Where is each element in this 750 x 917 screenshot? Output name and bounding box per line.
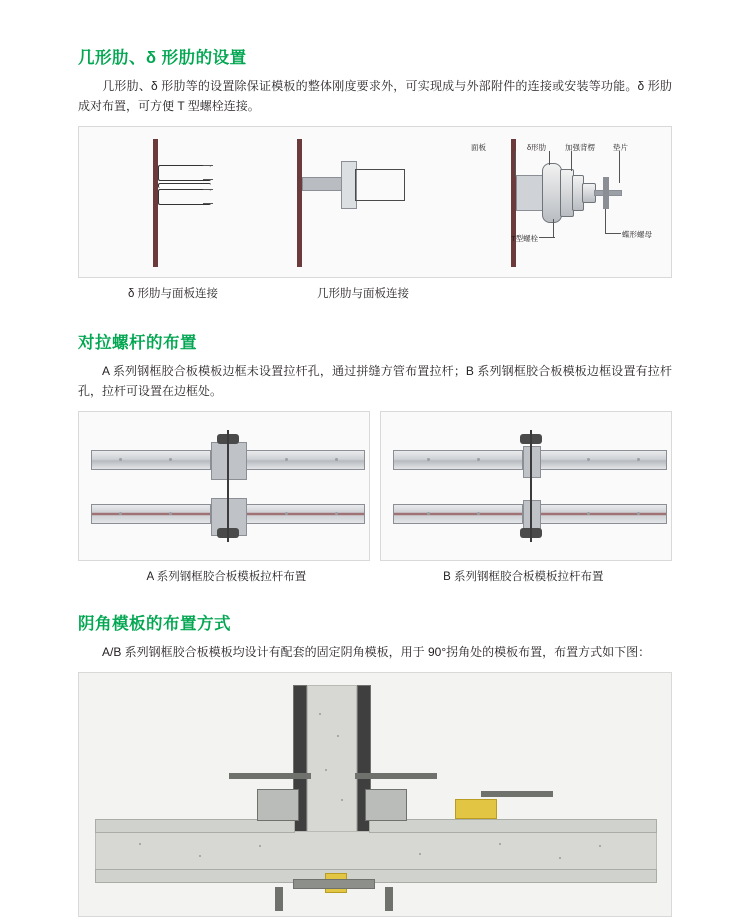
wing-nut-wing [603, 177, 609, 209]
bottom-prop-right [385, 887, 393, 911]
a-tie-rod [227, 430, 229, 542]
speck [599, 845, 601, 847]
rib-leader-4 [203, 203, 213, 204]
speck [325, 769, 327, 771]
figure-tie-rod-a [78, 411, 370, 561]
speck [139, 843, 141, 845]
corner-form-right [365, 789, 407, 821]
b-panel-top-right [539, 450, 667, 470]
b-dot-3 [587, 458, 590, 461]
a-dot-4 [335, 458, 338, 461]
a-panel-bottom-right [245, 504, 365, 524]
section-tie-rod [0, 301, 750, 584]
label-stiffener: 加强背楞 [565, 143, 595, 152]
a-dot-2 [169, 458, 172, 461]
figure-2-caption-b: B 系列钢框胶合板模板拉杆布置 [443, 571, 604, 583]
section-3-paragraph: A/B 系列钢框胶合板模板均设计有配套的固定阴角模板，用于 90°拐角处的模板布置，布置方式如下图： [102, 645, 651, 659]
b-edge-joint-top [523, 446, 541, 478]
a-panel-top-right [245, 450, 365, 470]
speck [259, 845, 261, 847]
label-washer: 垫片 [613, 143, 628, 152]
label-leader-wingnut-h [605, 233, 621, 234]
wood-filler-right [455, 799, 497, 819]
rib-plate-right [516, 175, 544, 211]
rib-leader-2 [203, 179, 213, 180]
figure-2-caption-a: A 系列钢框胶合板模板拉杆布置 [146, 571, 307, 583]
a-dot-1 [119, 458, 122, 461]
label-leader-tbolt-h [539, 237, 555, 238]
figure-delta-rib-connection [78, 126, 672, 278]
a-dot-8 [335, 512, 338, 515]
section-3-heading: 阴角模板的布置方式 [78, 615, 231, 633]
rib-leader-1 [203, 165, 213, 166]
label-wing-nut: 蝶形螺母 [622, 230, 652, 239]
bottom-prop-left [275, 887, 283, 911]
label-leader-delta [549, 151, 550, 165]
slab-concrete [95, 831, 657, 873]
b-dot-2 [477, 458, 480, 461]
speck [559, 857, 561, 859]
rib-leader-3 [203, 189, 213, 190]
label-panel: 面板 [471, 143, 486, 152]
figure-2-captions [78, 568, 672, 584]
speck [419, 853, 421, 855]
a-dot-5 [119, 512, 122, 515]
b-panel-bottom-right [539, 504, 667, 524]
figure-1-caption-b: 几形肋与面板连接 [317, 288, 409, 300]
upper-tie-left [229, 773, 311, 779]
slab-soffit-form [95, 869, 657, 883]
face-panel-mid [297, 139, 302, 267]
a-dot-3 [285, 458, 288, 461]
corner-form-left [257, 789, 299, 821]
wall-concrete [307, 685, 357, 835]
section-2-heading: 对拉螺杆的布置 [78, 334, 197, 352]
speck [319, 713, 321, 715]
a-joint-box-top [211, 442, 247, 480]
right-tie-bar [481, 791, 553, 797]
delta-rib-pair [542, 163, 562, 223]
label-leader-washer [619, 151, 620, 183]
b-dot-8 [637, 512, 640, 515]
section-1-heading: 几形肋、δ 形肋的设置 [78, 49, 247, 67]
section-1-paragraph: 几形肋、δ 形肋等的设置除保证模板的整体刚度要求外，可实现成与外部附件的连接或安装等功能。δ 形肋成对布置，可方便 T 型螺栓连接。 [78, 79, 672, 113]
b-dot-6 [477, 512, 480, 515]
section-delta-rib [0, 0, 750, 301]
label-t-bolt: T型螺栓 [511, 234, 539, 243]
figure-1-captions [78, 285, 672, 301]
b-tie-rod [530, 430, 532, 542]
delta-rib-mid [158, 183, 211, 188]
speck [341, 799, 343, 801]
a-dot-6 [169, 512, 172, 515]
speck [337, 735, 339, 737]
section-2-paragraph: A 系列钢框胶合板模板边框未设置拉杆孔，通过拼缝方管布置拉杆；B 系列钢框胶合板模板边框设置有拉杆孔，拉杆可设置在边框处。 [78, 364, 672, 398]
speck [199, 855, 201, 857]
b-panel-bottom-left [393, 504, 523, 524]
label-leader-stiffener [571, 151, 572, 171]
b-dot-7 [587, 512, 590, 515]
a-panel-bottom-left [91, 504, 211, 524]
figure-tie-rod-row [78, 411, 672, 561]
upper-tie-right [355, 773, 437, 779]
label-delta-rib: δ形肋 [527, 143, 547, 152]
label-leader-tbolt [553, 219, 554, 237]
slab-top-form-left [95, 819, 295, 833]
slab-top-form-right [369, 819, 657, 833]
bottom-clamp [293, 879, 375, 889]
label-leader-panel [515, 151, 516, 177]
ji-rib-box [355, 169, 405, 201]
figure-1-caption-a: δ 形肋与面板连接 [127, 288, 219, 300]
speck [499, 843, 501, 845]
a-dot-7 [285, 512, 288, 515]
section-inner-corner [0, 584, 750, 917]
b-panel-top-left [393, 450, 523, 470]
a-panel-top-left [91, 450, 211, 470]
b-dot-4 [637, 458, 640, 461]
label-leader-wingnut [605, 209, 606, 233]
figure-inner-corner-layout [78, 672, 672, 917]
b-dot-5 [427, 512, 430, 515]
b-dot-1 [427, 458, 430, 461]
figure-tie-rod-b [380, 411, 672, 561]
